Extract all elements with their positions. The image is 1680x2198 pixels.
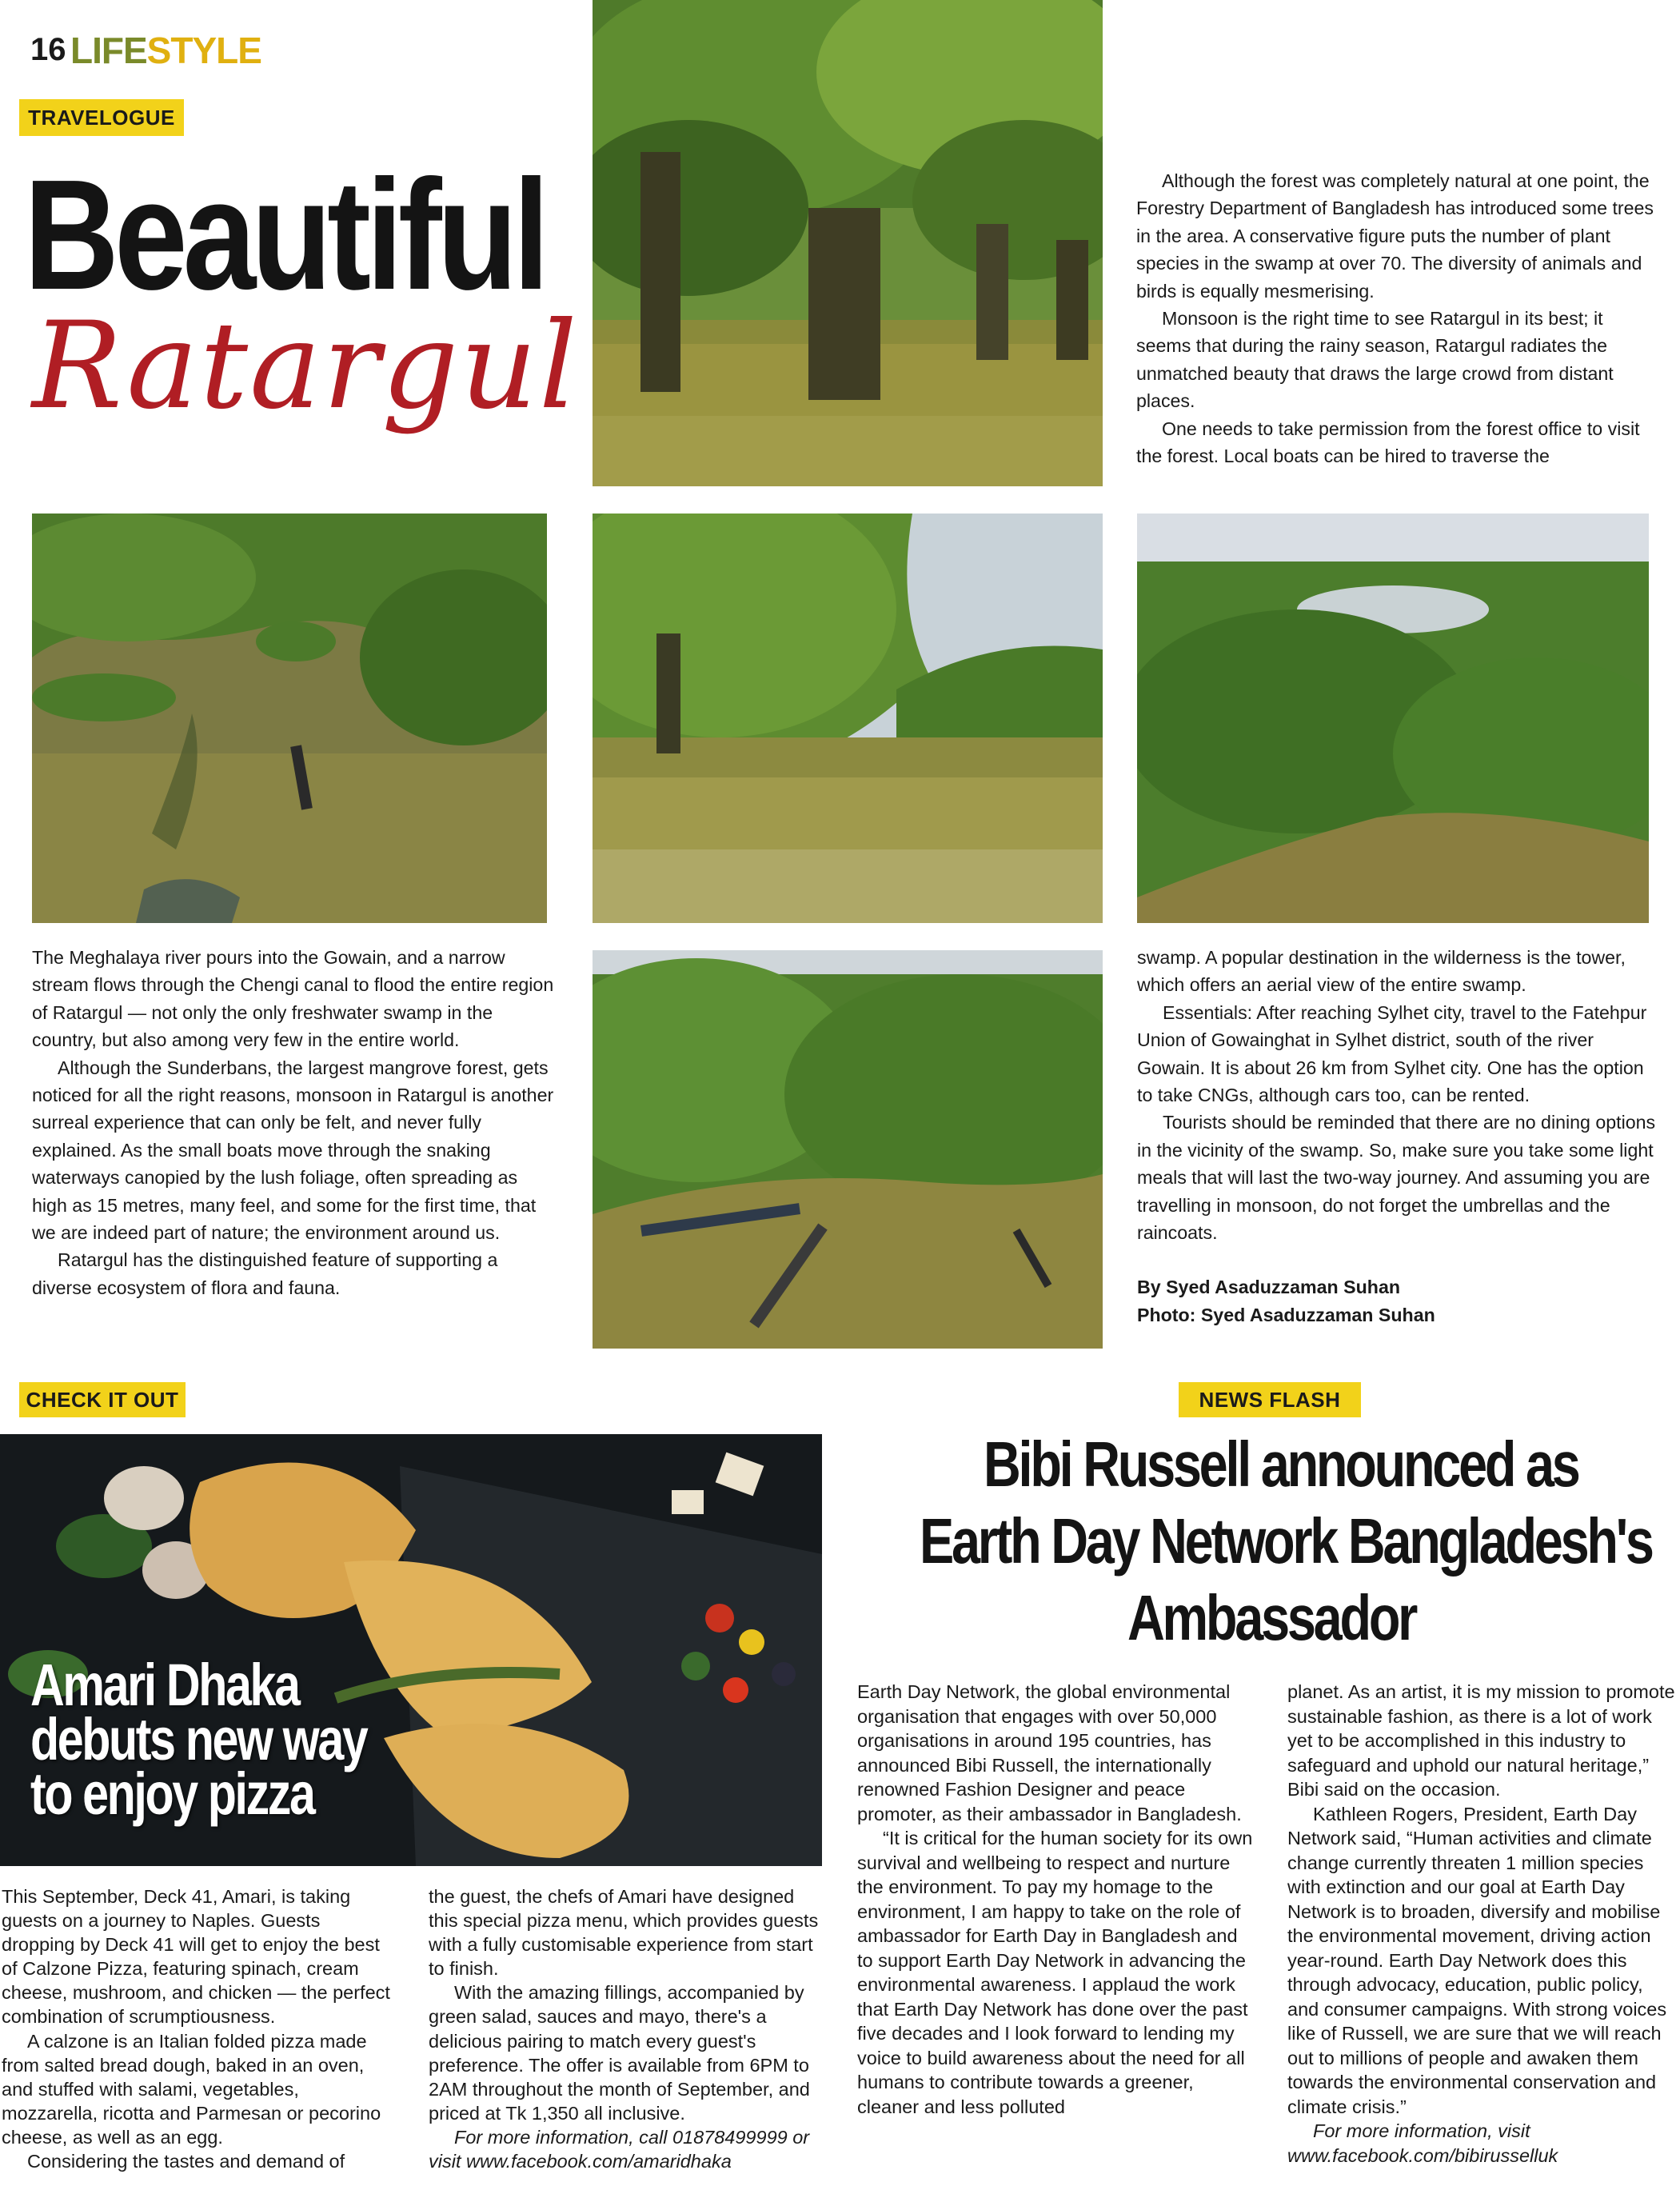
paragraph: Monsoon is the right time to see Ratargul in its best; it seems that during the rainy season, Ratargul radiates the unmatched beauty that draws the large crowd from distant places. [1136, 308, 1614, 412]
paragraph: A calzone is an Italian folded pizza made from salted bread dough, baked in an oven, and stuffed with salami, vegetables, mozzarella, ricotta and Parmesan or pecorino cheese, as well as an egg. [2, 2030, 381, 2148]
paragraph: Considering the tastes and demand of [27, 2151, 345, 2172]
travelogue-column-left [32, 944, 555, 1301]
travelogue-column-right-bottom [1137, 944, 1657, 1329]
headline-line: Ambassador [1127, 1582, 1416, 1653]
headline-line: to enjoy pizza [30, 1760, 314, 1827]
travelogue-tag: TRAVELOGUE [19, 99, 184, 136]
boats-canal-photo [593, 950, 1103, 1349]
aerial-boat-photo [32, 514, 547, 923]
byline: By Syed Asaduzzaman Suhan [1137, 1277, 1401, 1298]
section-name-life: LIFE [70, 30, 147, 71]
more-info: For more information, visit www.facebook.com/bibirusselluk [1287, 2120, 1558, 2166]
paragraph: Tourists should be reminded that there are no dining options in the vicinity of the swamp. So, make sure you take some light meals that will last the two-way journey. And assuming you are travelling in monsoon, do not forget the umbrellas and the raincoats. [1137, 1112, 1656, 1244]
checkitout-tag: CHECK IT OUT [19, 1382, 186, 1417]
paragraph: planet. As an artist, it is my mission to promote sustainable fashion, as there is a lot of work yet to be accomplished in this industry to safeguard and uphold our natural heritage,” Bibi said on the occasion. [1287, 1681, 1675, 1800]
paragraph: swamp. A popular destination in the wilderness is the tower, which offers an aerial view of the entire swamp. [1137, 947, 1626, 996]
newsflash-column-2 [1287, 1680, 1678, 2168]
paragraph: The Meghalaya river pours into the Gowain, and a narrow stream flows through the Chengi canal to flood the entire region of Ratargul — not only the only freshwater swamp in the country, but also among very few in the entire world. [32, 947, 554, 1051]
paragraph: Although the forest was completely natural at one point, the Forestry Department of Bangladesh has introduced some trees in the area. A conservative figure puts the number of plant species in the swamp at over 70. The diversity of animals and birds is equally mesmerising. [1136, 170, 1654, 302]
headline-line: Earth Day Network Bangladesh's [920, 1505, 1652, 1577]
headline-line: debuts new way [30, 1706, 367, 1772]
article-title-line1: Beautiful [24, 147, 545, 322]
newsflash-tag: NEWS FLASH [1179, 1382, 1361, 1417]
paragraph: the guest, the chefs of Amari have designed this special pizza menu, which provides guests with a fully customisable experience from start to finish. [429, 1886, 819, 1980]
newsflash-column-1 [857, 1680, 1257, 2119]
checkitout-headline [30, 1652, 367, 1827]
headline-line: Bibi Russell announced as [984, 1429, 1578, 1500]
checkitout-column-2 [429, 1884, 825, 2173]
paragraph: This September, Deck 41, Amari, is taking guests on a journey to Naples. Guests dropping by Deck 41 will get to enjoy the best of Calzone Pizza, featuring spinach, cream cheese, mushroom, and chicken — the perfect combination of scrumptiousness. [2, 1886, 390, 2028]
photo-credit: Photo: Syed Asaduzzaman Suhan [1137, 1304, 1435, 1325]
aerial-forest-photo [1137, 514, 1649, 923]
travelogue-column-right-top [1136, 167, 1656, 470]
headline-line: Amari Dhaka [30, 1652, 299, 1718]
paragraph: One needs to take permission from the forest office to visit the forest. Local boats can be hired to traverse the [1136, 418, 1640, 467]
paragraph: Kathleen Rogers, President, Earth Day Network said, “Human activities and climate change currently threaten 1 million species with extinction and our goal at Earth Day Network is to broaden, diversify and mobilise the environmental movement, driving action year-round. Earth Day Network does this through advocacy, education, public policy, and consumer campaigns. With strong voices like of Russell, we are sure that we will reach out to millions of people and awaken them towards the environmental conservation and climate crisis.” [1287, 1803, 1667, 2117]
checkitout-column-1 [2, 1884, 393, 2173]
paragraph: Ratargul has the distinguished feature of supporting a diverse ecosystem of flora and fauna. [32, 1249, 498, 1298]
more-info: For more information, call 01878499999 or visit www.facebook.com/amaridhaka [429, 2126, 810, 2172]
paragraph: Essentials: After reaching Sylhet city, travel to the Fatehpur Union of Gowainghat in Sylhet district, south of the river Gowain. It is about 26 km from Sylhet city. One has the option to take CNGs, although cars too, can be rented. [1137, 1001, 1647, 1106]
river-canopy-photo [593, 514, 1103, 923]
article-title-line2: Ratargul [32, 297, 579, 436]
forest-photo-top [593, 0, 1103, 486]
paragraph: Although the Sunderbans, the largest mangrove forest, gets noticed for all the right reasons, monsoon in Ratargul is another surreal experience that can only be felt, and never fully explained. As the small boats move through the snaking waterways canopied by the lush foliage, often spreading as high as 15 metres, many feel, and some for the first time, that we are indeed part of nature; the environment around us. [32, 1057, 554, 1244]
section-name [70, 29, 261, 72]
paragraph: Earth Day Network, the global environmental organisation that engages with over 50,000 organisations in around 195 countries, has announced Bibi Russell, the internationally renowned Fashion Designer and peace promoter, as their ambassador in Bangladesh. [857, 1681, 1242, 1824]
page-number: 16 [30, 32, 66, 67]
section-name-style: STYLE [146, 30, 261, 71]
paragraph: With the amazing fillings, accompanied by green salad, sauces and mayo, there's a delicious pairing to match every guest's preference. The offer is available from 6PM to 2AM throughout the month of September, and priced at Tk 1,350 all inclusive. [429, 1982, 810, 2124]
paragraph: “It is critical for the human society for its own survival and wellbeing to respect and nurture the environment. To pay my homage to the environment, I am happy to take on the role of ambassador for Earth Day in Bangladesh and to support Earth Day Network in advancing the environmental awareness. I applaud the work that Earth Day Network has done over the past five decades and I look forward to lending my voice to build awareness about the need for all humans to contribute towards a greener, cleaner and less polluted [857, 1828, 1253, 2117]
